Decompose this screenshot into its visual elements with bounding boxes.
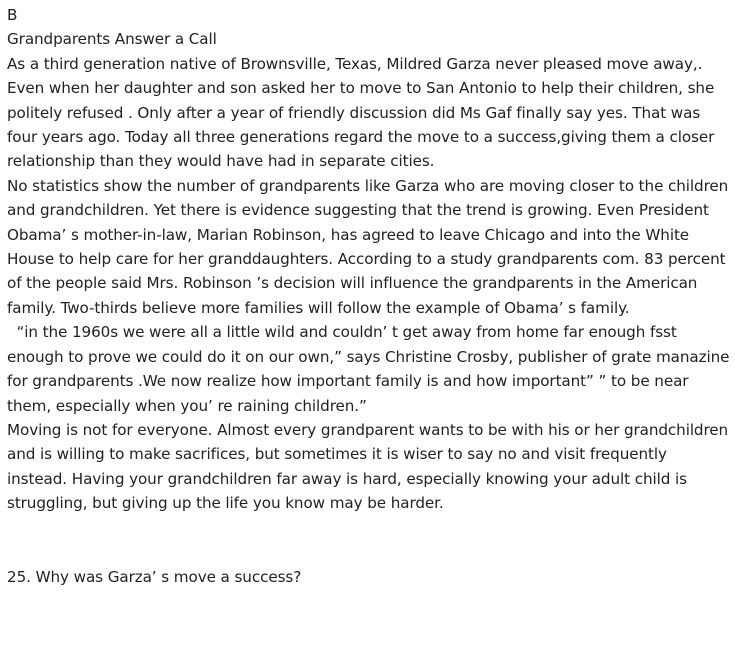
paragraph-3: “in the 1960s we were all a little wild and couldn’ t get away from home far enough fsst enough to prove we could do it on our own,” says Christine Crosby, publisher of grate manazine for grandparents .We now realize how important family is and how important” ” to be near them, especially when you’ re raining children.” — [7, 323, 735, 415]
article-title: Grandparents Answer a Call — [7, 30, 217, 49]
paragraph-1: As a third generation native of Brownsville, Texas, Mildred Garza never pleased move away,. Even when her daughter and son asked her to move to San Antonio to help their children, she politely refused . Only after a year of friendly discussion did Ms Gaf finally say yes. That was four years ago. Today all three generations regard the move to a success,giving them a closer relationship than they would have had in separate cities. — [7, 54, 719, 171]
section-letter: B — [7, 6, 18, 24]
paragraph-4: Moving is not for everyone. Almost every grandparent wants to be with his or her grandchildren and is willing to make sacrifices, but sometimes it is wiser to say no and visit frequently instead. Having your grandchildren far away is hard, especially knowing your adult child is struggling, but giving up the life you know may be harder. — [7, 420, 733, 513]
question-25: 25. Why was Garza’ s move a success? — [7, 567, 302, 586]
paragraph-2: No statistics show the number of grandparents like Garza who are moving closer to the children and grandchildren. Yet there is evidence suggesting that the trend is growing. Even President Obama’ s mother-in-law, Marian Robinson, has agreed to leave Chicago and into the White House to help care for her granddaughters. According to a study grandparents com. 83 percent of the people said Mrs. Robinson ’s decision will influence the grandparents in the American family. Two-thirds believe more families will follow the example of Obama’ s family. — [7, 176, 733, 317]
spacer — [7, 516, 731, 565]
document-page — [7, 3, 735, 589]
